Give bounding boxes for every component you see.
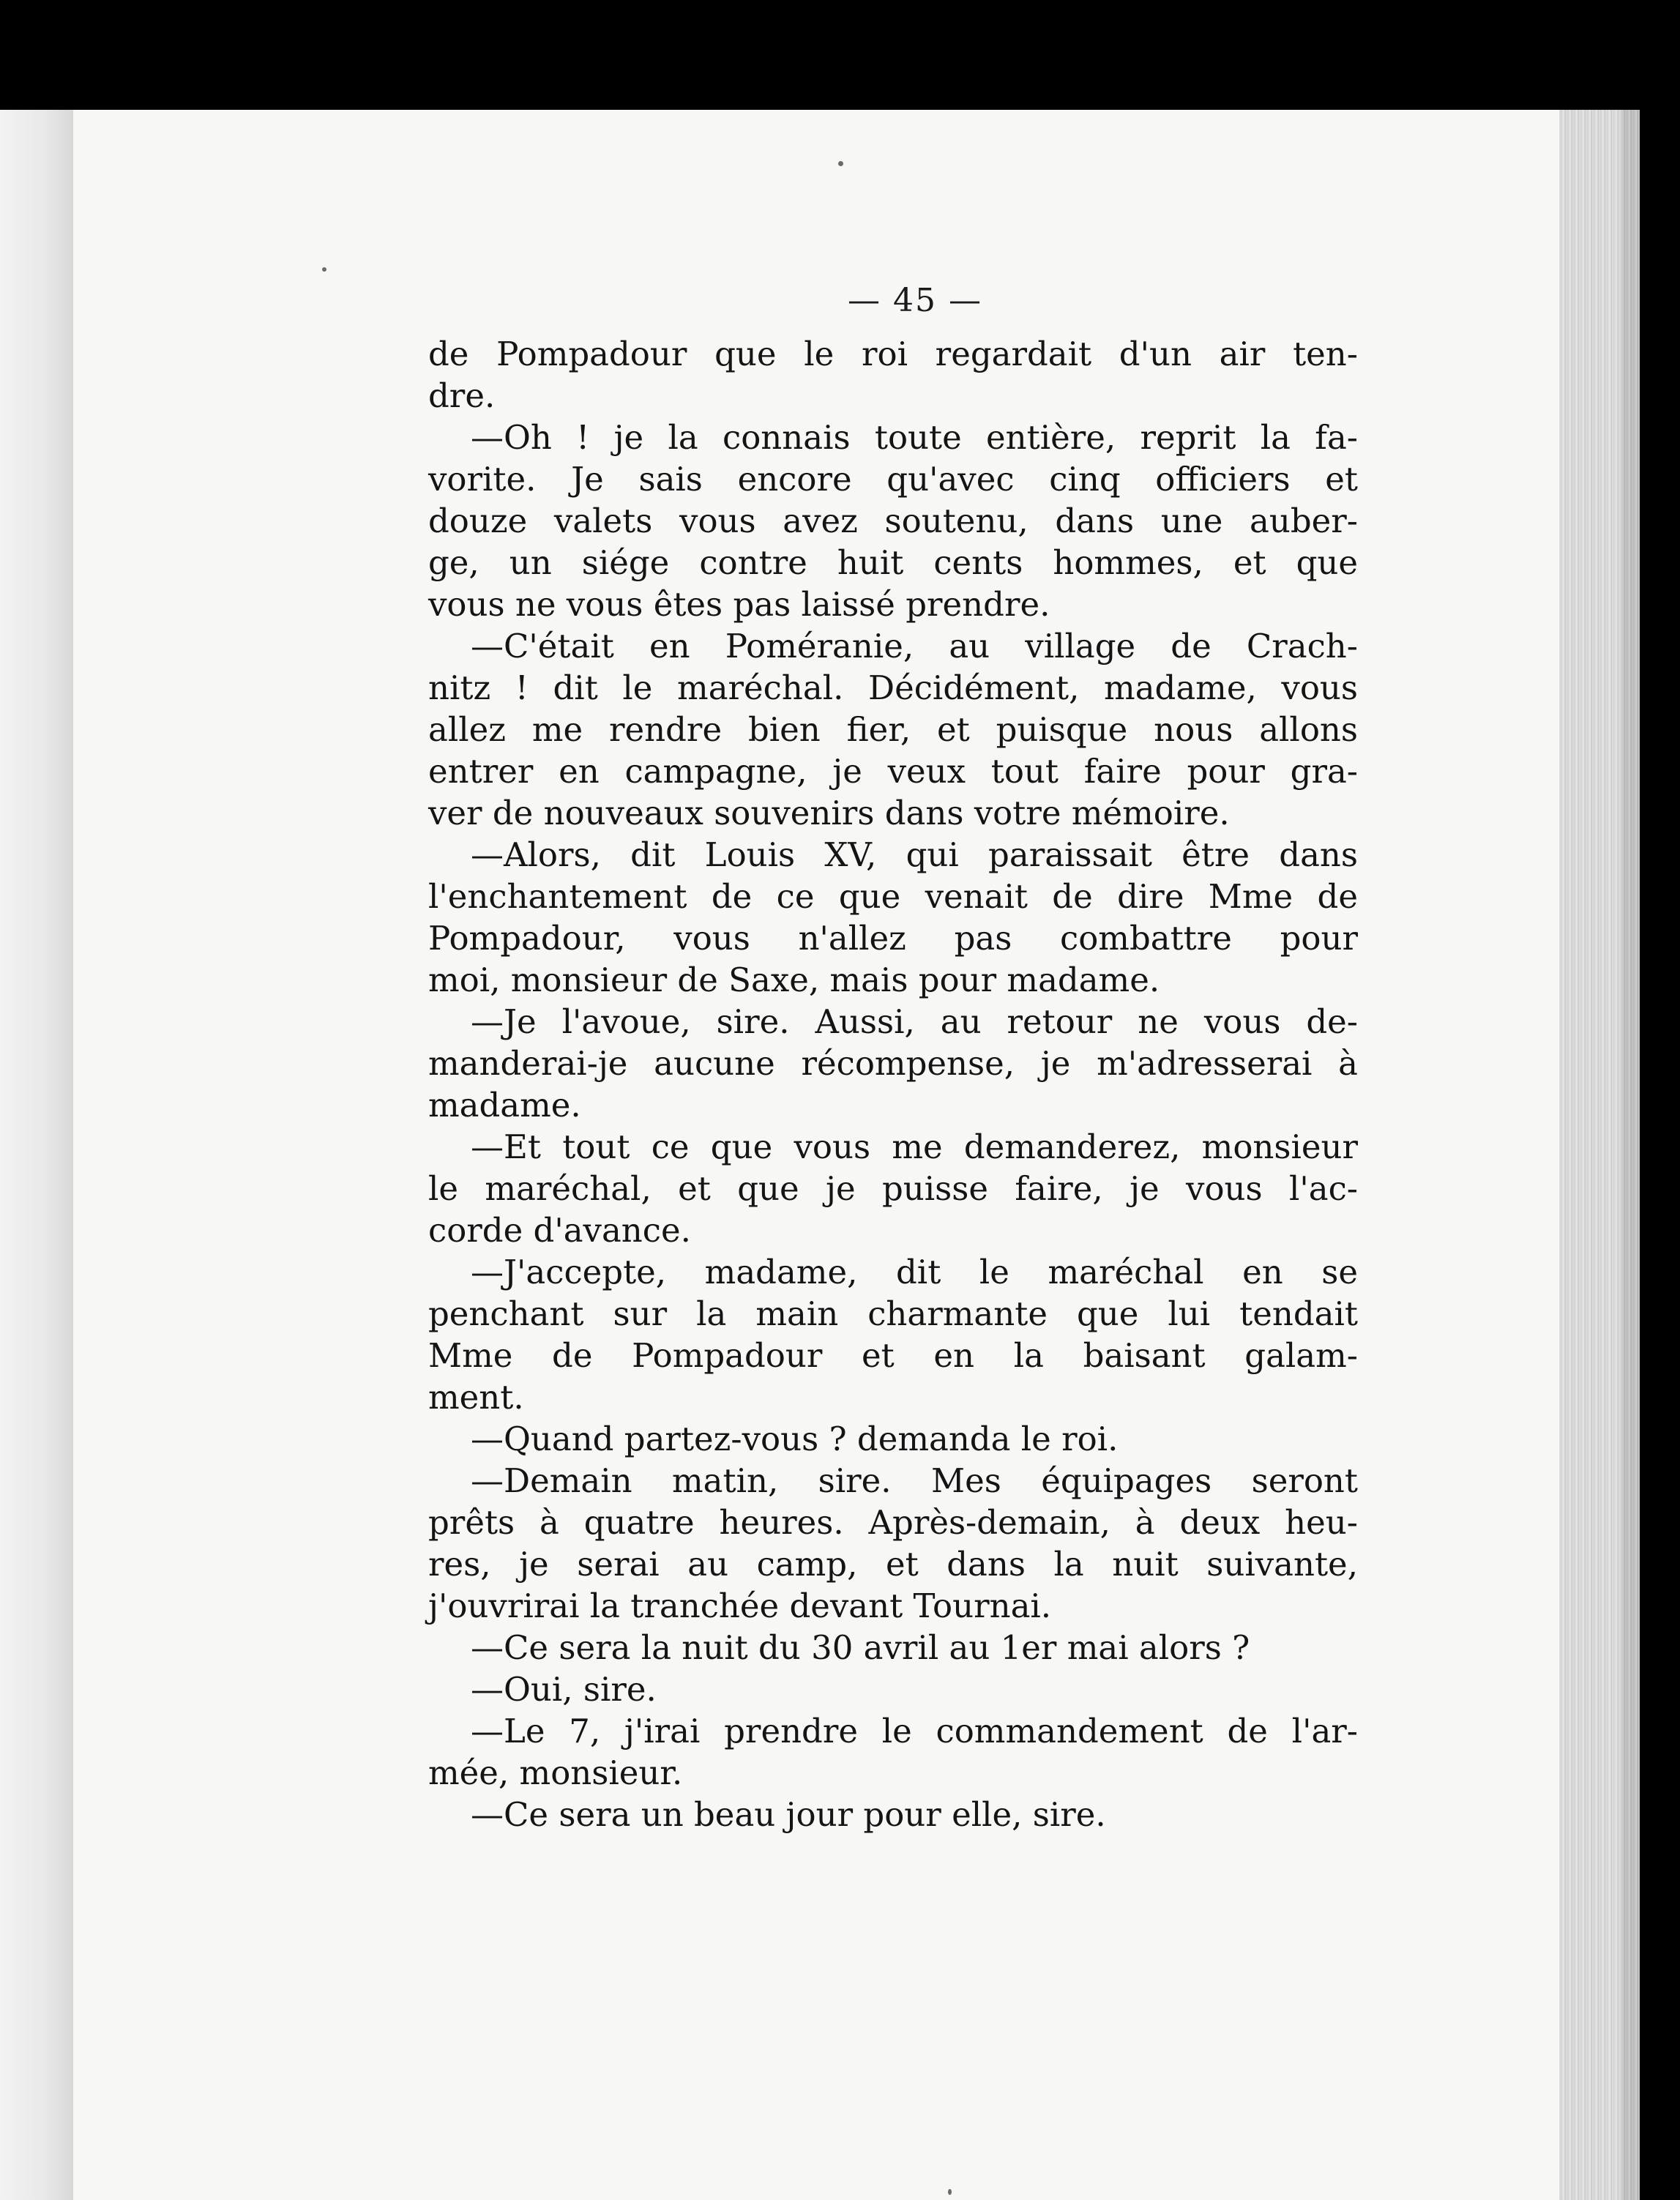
- paragraph: [428, 1668, 1358, 1710]
- page-stack-edge: [1559, 110, 1640, 2200]
- paragraph: [428, 834, 1358, 1001]
- text-line: allez me rendre bien fier, et puisque nous allons: [428, 710, 1358, 749]
- text-line: prêts à quatre heures. Après-demain, à deux heu-: [428, 1503, 1358, 1542]
- text-line: —C'était en Poméranie, au village de Crach-: [471, 627, 1358, 665]
- paragraph: [428, 1418, 1358, 1460]
- paragraph: [428, 333, 1358, 417]
- paragraph: [428, 625, 1358, 834]
- text-line: ver de nouveaux souvenirs dans votre mémoire.: [428, 794, 1230, 832]
- text-line: de Pompadour que le roi regardait d'un air ten-: [428, 335, 1358, 373]
- text-line: ge, un siége contre huit cents hommes, et que: [428, 543, 1358, 582]
- text-line: —Ce sera un beau jour pour elle, sire.: [471, 1795, 1106, 1834]
- page-number: — 45 —: [848, 282, 982, 319]
- text-line: Mme de Pompadour et en la baisant galam-: [428, 1336, 1358, 1375]
- body-text: [428, 333, 1358, 1835]
- text-line: —Je l'avoue, sire. Aussi, au retour ne vous de-: [471, 1002, 1358, 1041]
- text-line: —Oui, sire.: [471, 1670, 657, 1709]
- scan-right-border: [1640, 110, 1680, 2200]
- page-speck: [948, 2189, 952, 2195]
- text-line: mée, monsieur.: [428, 1753, 683, 1792]
- paragraph: [428, 1001, 1358, 1126]
- text-line: douze valets vous avez soutenu, dans une auber-: [428, 501, 1358, 540]
- text-line: —Le 7, j'irai prendre le commandement de l'ar-: [471, 1712, 1358, 1750]
- text-line: penchant sur la main charmante que lui tendait: [428, 1294, 1358, 1333]
- text-line: entrer en campagne, je veux tout faire pour gra-: [428, 752, 1358, 791]
- paragraph: [428, 1460, 1358, 1627]
- paragraph: [428, 1251, 1358, 1418]
- text-line: moi, monsieur de Saxe, mais pour madame.: [428, 961, 1160, 999]
- text-line: corde d'avance.: [428, 1211, 691, 1250]
- scan-top-border: [0, 0, 1680, 110]
- paragraph: [428, 417, 1358, 625]
- text-line: ment.: [428, 1378, 524, 1417]
- text-line: —Demain matin, sire. Mes équipages seront: [471, 1461, 1358, 1500]
- text-line: —Ce sera la nuit du 30 avril au 1er mai alors ?: [471, 1628, 1250, 1667]
- text-line: Pompadour, vous n'allez pas combattre pour: [428, 919, 1358, 958]
- text-line: l'enchantement de ce que venait de dire Mme de: [428, 877, 1358, 916]
- paragraph: [428, 1126, 1358, 1251]
- text-line: —Quand partez-vous ? demanda le roi.: [471, 1420, 1119, 1458]
- page-speck: [322, 267, 326, 272]
- paragraph: [428, 1627, 1358, 1668]
- text-line: j'ouvrirai la tranchée devant Tournai.: [428, 1586, 1052, 1625]
- page-speck: [838, 161, 843, 166]
- paragraph: [428, 1710, 1358, 1794]
- text-line: —Oh ! je la connais toute entière, reprit la fa-: [471, 418, 1358, 457]
- paragraph: [428, 1794, 1358, 1835]
- text-line: res, je serai au camp, et dans la nuit suivante,: [428, 1545, 1358, 1584]
- text-line: dre.: [428, 376, 496, 415]
- text-line: vorite. Je sais encore qu'avec cinq officiers et: [428, 460, 1358, 499]
- text-line: —Et tout ce que vous me demanderez, monsieur: [471, 1127, 1358, 1166]
- text-line: madame.: [428, 1086, 581, 1125]
- text-line: nitz ! dit le maréchal. Décidément, madame, vous: [428, 668, 1358, 707]
- text-line: —Alors, dit Louis XV, qui paraissait être dans: [471, 835, 1358, 874]
- text-line: —J'accepte, madame, dit le maréchal en se: [471, 1253, 1358, 1291]
- facing-page-strip: [0, 110, 75, 2200]
- text-line: vous ne vous êtes pas laissé prendre.: [428, 585, 1050, 624]
- text-line: le maréchal, et que je puisse faire, je vous l'ac-: [428, 1169, 1358, 1208]
- text-line: manderai-je aucune récompense, je m'adresserai à: [428, 1044, 1358, 1083]
